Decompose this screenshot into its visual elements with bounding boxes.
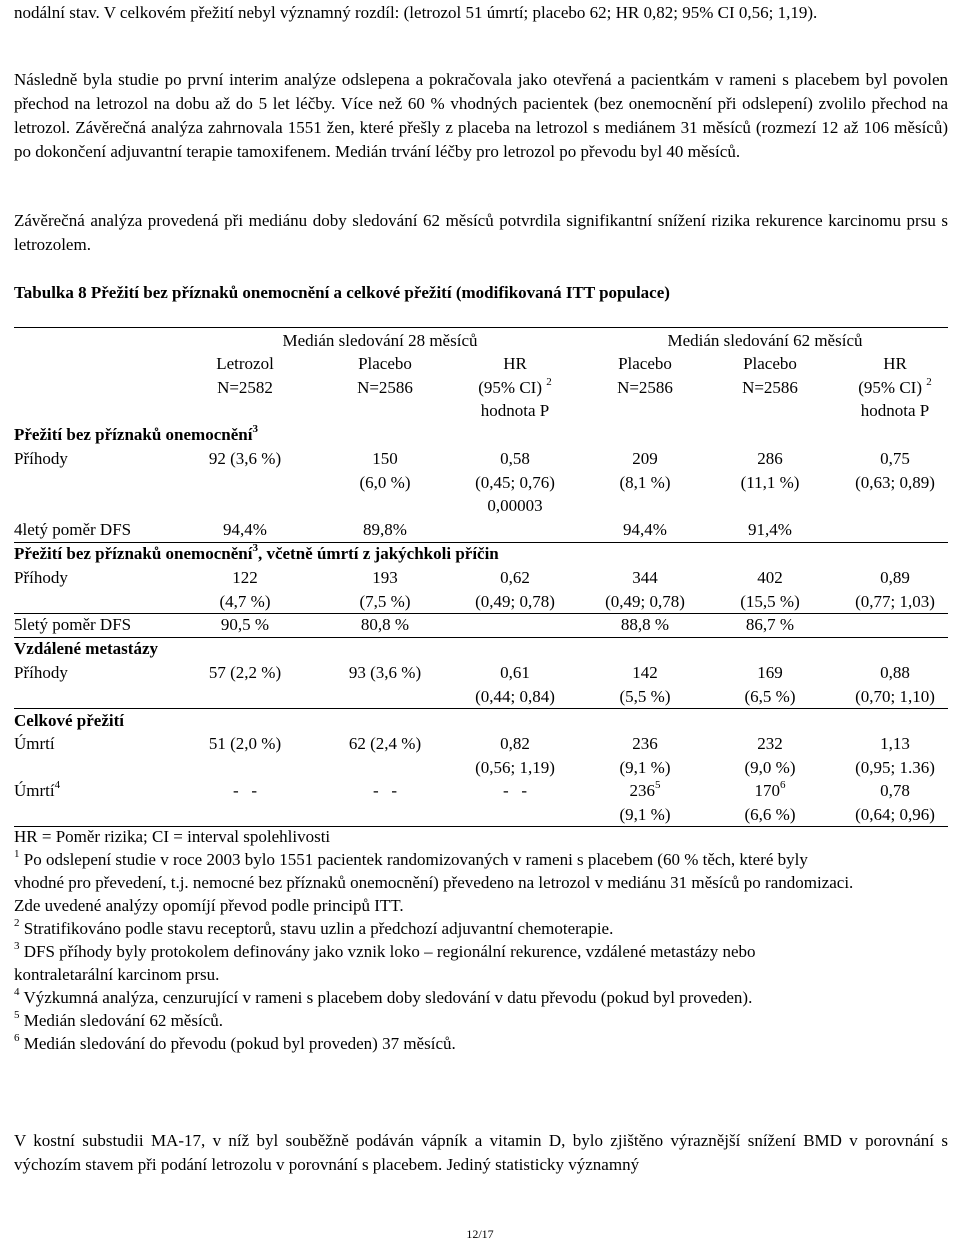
table-cell: - -: [232, 781, 258, 800]
table-cell: - -: [372, 781, 398, 800]
paragraph-open-label: Následně byla studie po první interim analýze odslepena a pokračovala jako otevřená a pacientkám v rameni s placebem byl povolen přechod na letrozol na dobu až do 5 let léčby. Více než 60 % vhodných pacientek (bez onemocnění při odslepení) zvolilo přechod na letrozol. Závěrečná analýza zahrnovala 1551 žen, které přešly z placeba na letrozol s mediánem 31 měsíců (rozmezí 12 až 106 měsíců) po dokončení adjuvantní terapie tamoxifenem. Medián trvání léčby pro letrozol po převodu byl 40 měsíců.: [14, 70, 948, 161]
table-cell: 402 (15,5 %): [740, 568, 800, 611]
footnote-6: $^6$ Medián sledování do převodu (pokud byl proveden) 37 měsíců.: [14, 1032, 456, 1053]
table-cell: 88,8 %: [620, 615, 670, 634]
table-cell: 89,8%: [363, 520, 407, 539]
table-cell: 232 (9,0 %): [744, 734, 796, 777]
footnote-3: $^3$ DFS příhody byly protokolem definovány jako vznik loko – regionální rekurence, vzdálené metastázy nebo kontraletarální karcinom prsu.: [14, 940, 756, 984]
table-cell: 142 (5,5 %): [619, 663, 671, 706]
header-letrozol: Letrozol N=2582: [216, 354, 274, 397]
row-label: Úmrtí: [14, 734, 55, 753]
table-cell: 0,89 (0,77; 1,03): [855, 568, 935, 611]
row-label: Úmrtí$^4$: [14, 779, 61, 800]
paragraph-bone-substudy: V kostní substudii MA-17, v níž byl souběžně podáván vápník a vitamin D, bylo zjištěno výraznější snížení BMD v porovnání s výchozím stavem při podání letrozolu v porovnání s placebem. Jediný statisticky významný: [14, 1131, 948, 1174]
section-overall-survival: Celkové přežití: [14, 711, 124, 730]
table-cell: 122 (4,7 %): [219, 568, 271, 611]
row-label: 5letý poměr DFS: [14, 615, 132, 634]
table-caption: Tabulka 8 Přežití bez příznaků onemocnění a celkové přežití (modifikovaná ITT populace): [14, 283, 670, 302]
header-hr-62: HR (95% CI) $^2$ hodnota P: [858, 354, 932, 420]
header-hr: HR (95% CI) $^2$ hodnota P: [478, 354, 552, 420]
table-rule: [14, 708, 948, 709]
footnote-4: $^4$ Výzkumná analýza, cenzurující v rameni s placebem doby sledování v datu převodu (pokud byl proveden).: [14, 986, 753, 1007]
header-placebo-62: Placebo N=2586: [617, 354, 673, 397]
table-cell: 193 (7,5 %): [359, 568, 411, 611]
table-cell: 0,75 (0,63; 0,89): [855, 449, 935, 492]
table-cell: $170^6$ (6,6 %): [744, 779, 796, 824]
table-cell: 62 (2,4 %): [348, 734, 422, 753]
table-cell: 94,4%: [223, 520, 267, 539]
table-cell: $236^5$ (9,1 %): [619, 779, 671, 824]
paragraph-intro: nodální stav. V celkovém přežití nebyl významný rozdíl: (letrozol 51 úmrtí; placebo 62; HR 0,82; 95% CI 0,56; 1,19).: [14, 3, 818, 22]
table-cell: 57 (2,2 %): [208, 663, 282, 682]
table-cell: 1,13 (0,95; 1.36): [855, 734, 935, 777]
table-cell: 236 (9,1 %): [619, 734, 671, 777]
table-cell: 0,88 (0,70; 1,10): [855, 663, 935, 706]
table-cell: 80,8 %: [360, 615, 410, 634]
table-cell: 91,4%: [748, 520, 792, 539]
table-cell: 94,4%: [623, 520, 667, 539]
table-cell: 344 (0,49; 0,78): [605, 568, 685, 611]
table-cell: 0,78 (0,64; 0,96): [855, 781, 935, 824]
footnote-5: $^5$ Medián sledování 62 měsíců.: [14, 1009, 223, 1030]
table-rule-top: [14, 327, 948, 328]
header-placebo-62b: Placebo N=2586: [742, 354, 798, 397]
table-cell: 51 (2,0 %): [208, 734, 282, 753]
header-group-28-months: Medián sledování 28 měsíců: [282, 331, 478, 350]
header-group-62-months: Medián sledování 62 měsíců: [667, 331, 863, 350]
table-cell: 0,58 (0,45; 0,76) 0,00003: [475, 449, 555, 515]
table-cell: 90,5 %: [220, 615, 270, 634]
paragraph-final-analysis: Závěrečná analýza provedená při mediánu doby sledování 62 měsíců potvrdila signifikantní snížení rizika rekurence karcinomu prsu s letrozolem.: [14, 211, 948, 254]
table-cell: 0,62 (0,49; 0,78): [475, 568, 555, 611]
table-cell: 209 (8,1 %): [619, 449, 671, 492]
table-cell: 0,61 (0,44; 0,84): [475, 663, 555, 706]
table-cell: 93 (3,6 %): [348, 663, 422, 682]
footnote-abbreviations: HR = Poměr rizika; CI = interval spolehlivosti: [14, 827, 331, 846]
section-dfs: Přežití bez příznaků onemocnění$^3$: [14, 423, 258, 444]
section-metastases: Vzdálené metastázy: [14, 639, 158, 658]
table-cell: - -: [502, 781, 528, 800]
page-number: 12/17: [466, 1227, 494, 1241]
table-cell: 86,7 %: [745, 615, 795, 634]
row-label: Příhody: [14, 663, 68, 682]
table-cell: 0,82 (0,56; 1,19): [475, 734, 555, 777]
row-label: Příhody: [14, 449, 68, 468]
row-label: 4letý poměr DFS: [14, 520, 132, 539]
footnote-2: $^2$ Stratifikováno podle stavu receptorů, stavu uzlin a předchozí adjuvantní chemoterapie.: [14, 917, 614, 938]
row-label: Příhody: [14, 568, 68, 587]
section-dfs-all-cause: Přežití bez příznaků onemocnění$^3$, včetně úmrtí z jakýchkoli příčin: [14, 542, 499, 563]
header-placebo: Placebo N=2586: [357, 354, 413, 397]
footnote-1: $^1$ Po odslepení studie v roce 2003 bylo 1551 pacientek randomizovaných v rameni s placebem (60 % těch, které byly vhodné pro převedení, t.j. nemocné bez příznaků onemocnění) převedeno na letrozol v mediánu 31 měsíců po randomizaci. Zde uvedené analýzy opomíjí převod podle principů ITT.: [14, 848, 854, 915]
table-cell: 150 (6,0 %): [359, 449, 411, 492]
table-cell: 92 (3,6 %): [208, 449, 282, 468]
table-cell: 286 (11,1 %): [740, 449, 800, 492]
table-footnotes: [14, 825, 854, 1055]
table-cell: 169 (6,5 %): [744, 663, 796, 706]
